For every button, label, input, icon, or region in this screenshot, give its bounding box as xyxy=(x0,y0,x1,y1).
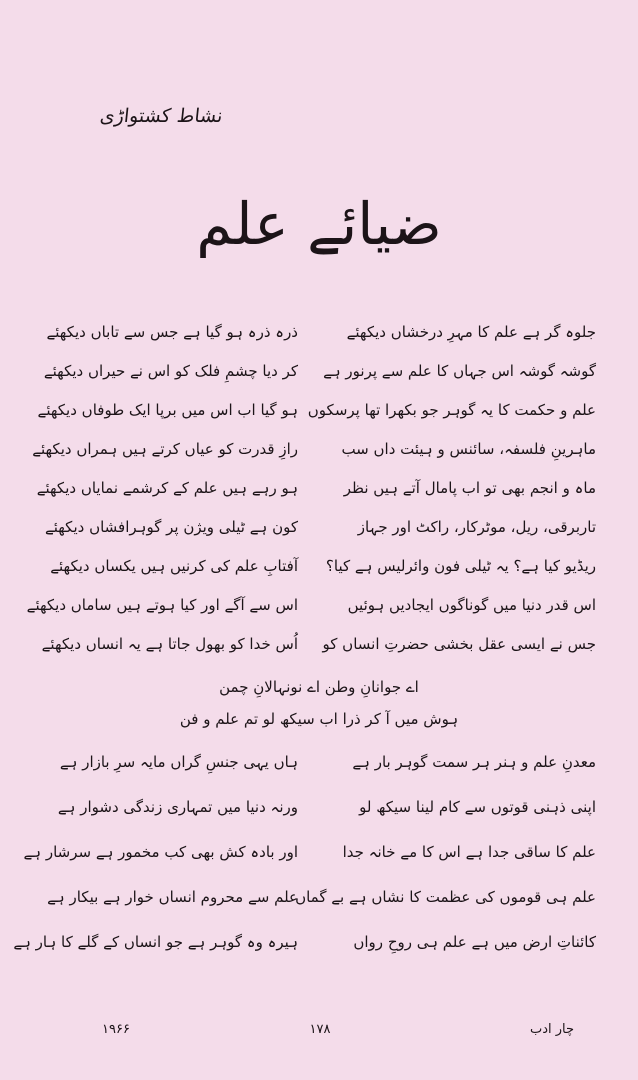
verse-line: اور بادہ کش بھی کب مخمور ہے سرشار ہے xyxy=(23,843,298,861)
verse-line: علم سے محروم انساں خوار ہے بیکار ہے xyxy=(47,888,298,906)
verse-line: اس قدر دنیا میں گوناگوں ایجادیں ہوئیں xyxy=(347,596,596,614)
verse-line: تاربرقی، ریل، موٹرکار، راکٹ اور جہاز xyxy=(357,518,596,536)
author-name: نشاط کشتواڑی xyxy=(98,105,224,127)
verse-line: علم ہی قوموں کی عظمت کا نشاں ہے بے گماں xyxy=(295,888,596,906)
center-verse: ہوش میں آ کر ذرا اب سیکھ لو تم علم و فن xyxy=(179,710,459,728)
verse-line: جلوہ گر ہے علم کا مہرِ درخشاں دیکھئے xyxy=(346,323,596,341)
verse-line: ماہرینِ فلسفہ، سائنس و ہیئت داں سب xyxy=(341,440,596,458)
verse-line: کائناتِ ارض میں ہے علم ہی روحِ رواں xyxy=(353,933,596,951)
verse-line: ورنہ دنیا میں تمہاری زندگی دشوار ہے xyxy=(57,798,298,816)
verse-line: آفتابِ علم کی کرنیں ہیں یکساں دیکھئے xyxy=(50,557,298,575)
verse-line: ہیرہ وہ گوہر ہے جو انساں کے گلے کا ہار ہے xyxy=(13,933,298,951)
verse-line: ہو گیا اب اس میں برپا ایک طوفاں دیکھئے xyxy=(37,401,298,419)
verse-line: معدنِ علم و ہنر ہر سمت گوہر بار ہے xyxy=(352,753,596,771)
verse-line: ماہ و انجم بھی تو اب پامال آتے ہیں نظر xyxy=(343,479,596,497)
verse-line: جس نے ایسی عقل بخشی حضرتِ انساں کو xyxy=(322,635,596,653)
footer-magazine-name: چار ادب xyxy=(529,1022,574,1037)
footer-year: ۱۹۶۶ xyxy=(102,1022,130,1037)
verse-line: کون ہے ٹیلی ویژن پر گوہرافشاں دیکھئے xyxy=(44,518,298,536)
verse-line: ذرہ ذرہ ہو گیا ہے جس سے تاباں دیکھئے xyxy=(46,323,298,341)
poem-title: ضیائے علم xyxy=(196,190,442,258)
page-number: ۱۷۸ xyxy=(309,1022,331,1037)
verse-line: کر دیا چشمِ فلک کو اس نے حیراں دیکھئے xyxy=(43,362,298,380)
verse-line: ہو رہے ہیں علم کے کرشمے نمایاں دیکھئے xyxy=(36,479,298,497)
verse-line: ہاں یہی جنسِ گراں مایہ سرِ بازار ہے xyxy=(59,753,298,771)
verse-line: گوشہ گوشہ اس جہاں کا علم سے پرنور ہے xyxy=(323,362,596,380)
center-verse: اے جوانانِ وطن اے نونہالانِ چمن xyxy=(219,678,419,696)
verse-line: ریڈیو کیا ہے؟ یہ ٹیلی فون وائرلیس ہے کیا؟ xyxy=(325,557,596,575)
verse-line: اُس خدا کو بھول جاتا ہے یہ انساں دیکھئے xyxy=(41,635,298,653)
verse-line: علم کا ساقی جدا ہے اس کا مے خانہ جدا xyxy=(342,843,596,861)
verse-line: رازِ قدرت کو عیاں کرتے ہیں ہمراں دیکھئے xyxy=(32,440,298,458)
verse-line: علم و حکمت کا یہ گوہر جو بکھرا تھا پرسکوں xyxy=(307,401,596,419)
verse-line: اپنی ذہنی قوتوں سے کام لینا سیکھ لو xyxy=(359,798,596,816)
verse-line: اس سے آگے اور کیا ہوتے ہیں ساماں دیکھئے xyxy=(26,596,298,614)
